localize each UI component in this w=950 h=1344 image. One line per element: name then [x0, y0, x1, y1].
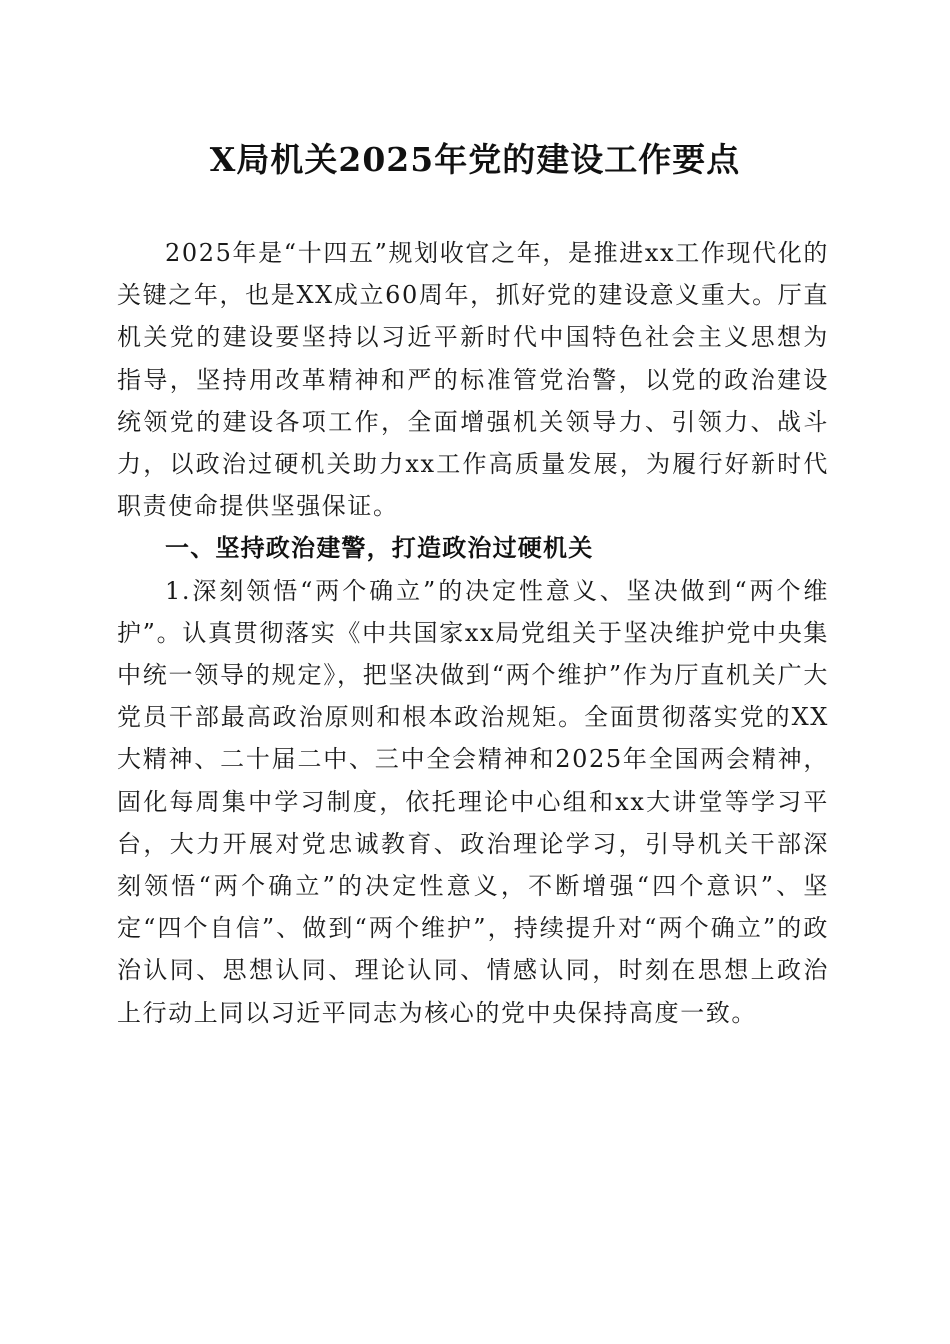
document-body — [117, 232, 829, 1034]
section-item-paragraph: 1.深刻领悟“两个确立”的决定性意义、坚决做到“两个维护”。认真贯彻落实《中共国家xx局党组关于坚决维护党中央集中统一领导的规定》，把坚决做到“两个维护”作为厅直机关广大党员干部最高政治原则和根本政治规矩。全面贯彻落实党的XX大精神、二十届二中、三中全会精神和2025年全国两会精神，固化每周集中学习制度，依托理论中心组和xx大讲堂等学习平台，大力开展对党忠诚教育、政治理论学习，引导机关干部深刻领悟“两个确立”的决定性意义，不断增强“四个意识”、坚定“四个自信”、做到“两个维护”，持续提升对“两个确立”的政治认同、思想认同、理论认同、情感认同，时刻在思想上政治上行动上同以习近平同志为核心的党中央保持高度一致。 — [117, 576, 829, 1027]
document-title: X局机关2025年党的建设工作要点 — [209, 140, 741, 179]
section-heading: 一、坚持政治建警，打造政治过硬机关 — [165, 534, 594, 563]
intro-paragraph: 2025年是“十四五”规划收官之年，是推进xx工作现代化的关键之年，也是XX成立60周年，抓好党的建设意义重大。厅直机关党的建设要坚持以习近平新时代中国特色社会主义思想为指导，坚持用改革精神和严的标准管党治警，以党的政治建设统领党的建设各项工作，全面增强机关领导力、引领力、战斗力，以政治过硬机关助力xx工作高质量发展，为履行好新时代职责使命提供坚强保证。 — [117, 239, 829, 521]
